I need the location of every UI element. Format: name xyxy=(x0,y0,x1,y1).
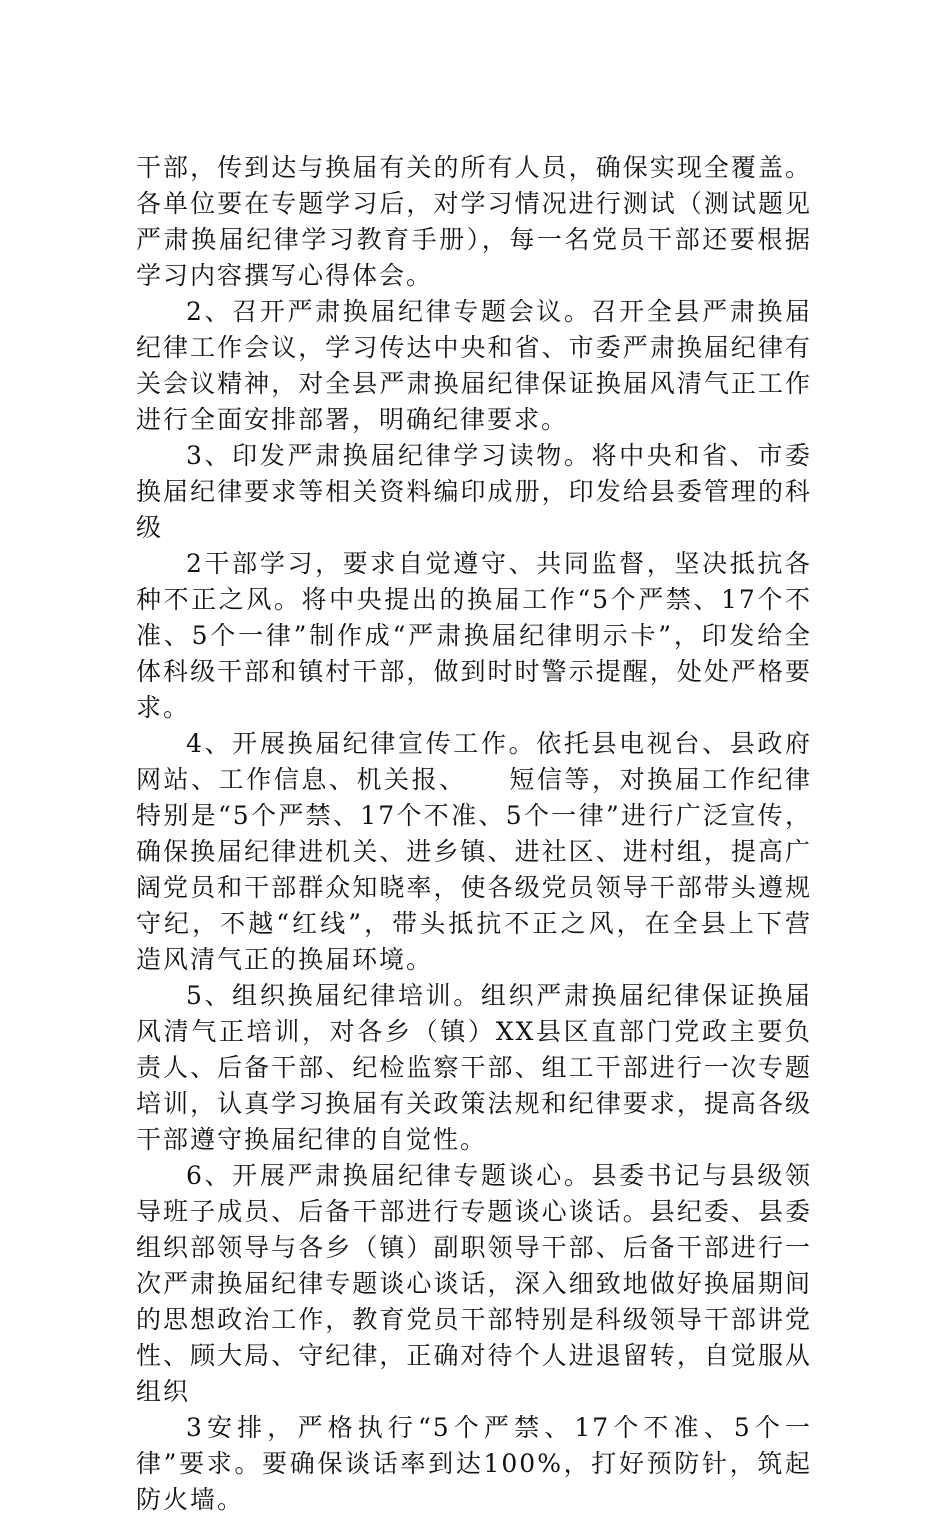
document-body xyxy=(136,150,812,1518)
paragraph-item-3: 3、印发严肃换届纪律学习读物。将中央和省、市委换届纪律要求等相关资料编印成册，印发给县委管理的科级 xyxy=(136,441,812,542)
paragraph-item-2: 2、召开严肃换届纪律专题会议。召开全县严肃换届纪律工作会议，学习传达中央和省、市委严肃换届纪律有关会议精神，对全县严肃换届纪律保证换届风清气正工作进行全面安排部署，明确纪律要求。 xyxy=(136,297,812,434)
paragraph-item-4: 4、开展换届纪律宣传工作。依托县电视台、县政府网站、工作信息、机关报、 短信等，对换届工作纪律特别是“5个严禁、17个不准、5个一律”进行广泛宣传，确保换届纪律进机关、进乡镇、进社区、进村组，提高广阔党员和干部群众知晓率，使各级党员领导干部带头遵规守纪，不越“红线”，带头抵抗不正之风，在全县上下营造风清气正的换届环境。 xyxy=(136,729,812,974)
paragraph-page-break-3: 3安排，严格执行“5个严禁、17个不准、5个一律”要求。要确保谈话率到达100%，打好预防针，筑起防火墙。 xyxy=(136,1413,812,1514)
paragraph-item-5: 5、组织换届纪律培训。组织严肃换届纪律保证换届风清气正培训，对各乡（镇）XX县区直部门党政主要负责人、后备干部、纪检监察干部、组工干部进行一次专题培训，认真学习换届有关政策法规和纪律要求，提高各级干部遵守换届纪律的自觉性。 xyxy=(136,981,812,1154)
paragraph-item-6: 6、开展严肃换届纪律专题谈心。县委书记与县级领导班子成员、后备干部进行专题谈心谈话。县纪委、县委组织部领导与各乡（镇）副职领导干部、后备干部进行一次严肃换届纪律专题谈心谈话，深入细致地做好换届期间的思想政治工作，教育党员干部特别是科级领导干部讲党性、顾大局、守纪律，正确对待个人进退留转，自觉服从组织 xyxy=(136,1161,812,1406)
paragraph-continuation: 干部，传到达与换届有关的所有人员，确保实现全覆盖。各单位要在专题学习后，对学习情况进行测试（测试题见严肃换届纪律学习教育手册），每一名党员干部还要根据学习内容撰写心得体会。 xyxy=(136,153,812,290)
paragraph-page-break-2: 2干部学习，要求自觉遵守、共同监督，坚决抵抗各种不正之风。将中央提出的换届工作“5个严禁、17个不准、5个一律”制作成“严肃换届纪律明示卡”，印发给全体科级干部和镇村干部，做到时时警示提醒，处处严格要求。 xyxy=(136,549,812,722)
